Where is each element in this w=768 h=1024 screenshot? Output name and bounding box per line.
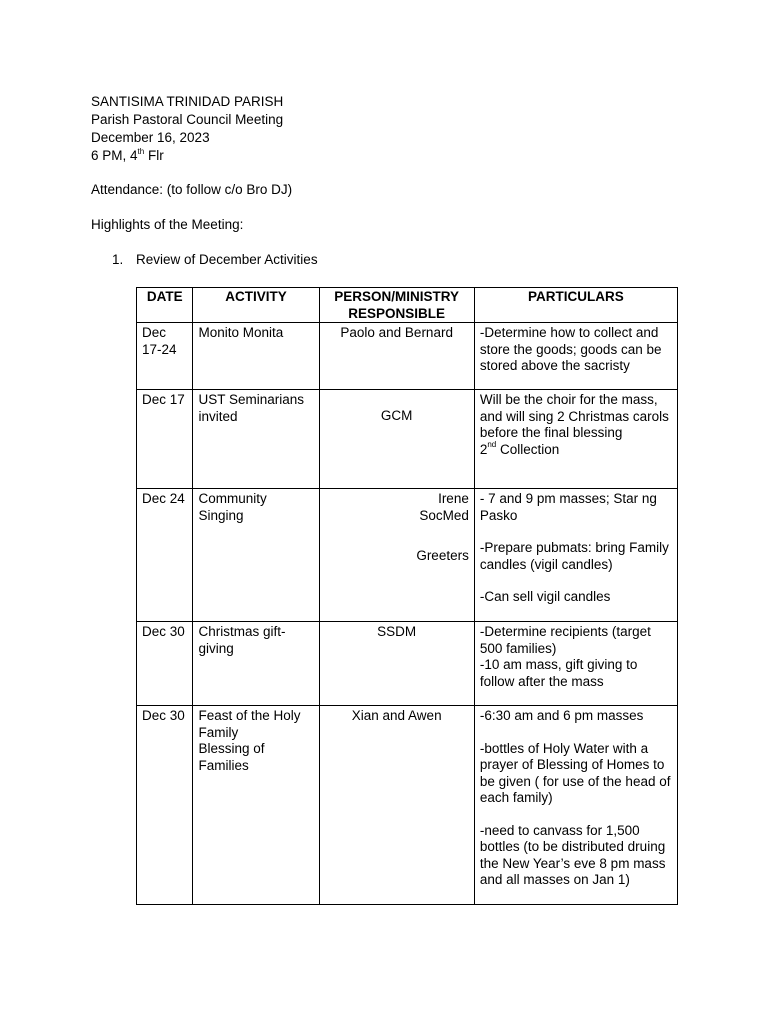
- person-name: SocMed: [419, 507, 469, 523]
- list-item: [112, 251, 318, 269]
- cell-activity: Community Singing: [193, 489, 319, 622]
- cell-particulars: -Determine recipients (target 500 families) -10 am mass, gift giving to follow after the mass: [474, 622, 677, 706]
- cell-date: Dec 17: [137, 390, 193, 489]
- cell-activity: Christmas gift-giving: [193, 622, 319, 706]
- person-name: Irene: [438, 491, 469, 506]
- cell-date: Dec 30: [137, 706, 193, 905]
- header-activity: ACTIVITY: [193, 288, 319, 323]
- cell-date: Dec 17-24: [137, 323, 193, 390]
- table-row: [137, 622, 678, 706]
- cell-person: Xian and Awen: [319, 706, 474, 905]
- table-row: [137, 323, 678, 390]
- cell-particulars: -Determine how to collect and store the goods; goods can be stored above the sacristy: [474, 323, 677, 390]
- cell-particulars: - 7 and 9 pm masses; Star ng Pasko -Prepare pubmats: bring Family candles (vigil candles) -Can sell vigil candles: [474, 489, 677, 622]
- cell-activity: Feast of the Holy Family Blessing of Families: [193, 706, 319, 905]
- attendance-line: Attendance: (to follow c/o Bro DJ): [91, 182, 293, 197]
- cell-person: Paolo and Bernard: [319, 323, 474, 390]
- table-row: [137, 489, 678, 622]
- parish-name: SANTISIMA TRINIDAD PARISH: [91, 94, 284, 109]
- meeting-title: Parish Pastoral Council Meeting: [91, 112, 284, 127]
- header-particulars: PARTICULARS: [474, 288, 677, 323]
- list-text: Review of December Activities: [136, 252, 318, 267]
- cell-person: [319, 489, 474, 622]
- cell-activity: Monito Monita: [193, 323, 319, 390]
- cell-person: GCM: [319, 390, 474, 489]
- document-header: [91, 93, 283, 165]
- activities-table: [136, 287, 678, 905]
- meeting-date: December 16, 2023: [91, 130, 210, 145]
- table-row: [137, 390, 678, 489]
- header-date: DATE: [137, 288, 193, 323]
- list-number: 1.: [112, 252, 124, 267]
- cell-particulars: -6:30 am and 6 pm masses -bottles of Holy Water with a prayer of Blessing of Homes to be given ( for use of the head of each family) -need to canvass for 1,500 bottles (to be distributed druing the New Year’s eve 8 pm mass and all masses on Jan 1): [474, 706, 677, 905]
- table-row: [137, 706, 678, 905]
- person-name: Greeters: [416, 548, 469, 563]
- table-header-row: [137, 288, 678, 323]
- meeting-time: 6 PM, 4th Flr: [91, 146, 164, 163]
- cell-person: SSDM: [319, 622, 474, 706]
- highlights-heading: Highlights of the Meeting:: [91, 217, 244, 232]
- cell-activity: UST Seminarians invited: [193, 390, 319, 489]
- cell-date: Dec 24: [137, 489, 193, 622]
- header-person: PERSON/MINISTRY RESPONSIBLE: [319, 288, 474, 323]
- cell-particulars: Will be the choir for the mass, and will sing 2 Christmas carols before the final blessing 2nd Collection: [474, 390, 677, 489]
- cell-date: Dec 30: [137, 622, 193, 706]
